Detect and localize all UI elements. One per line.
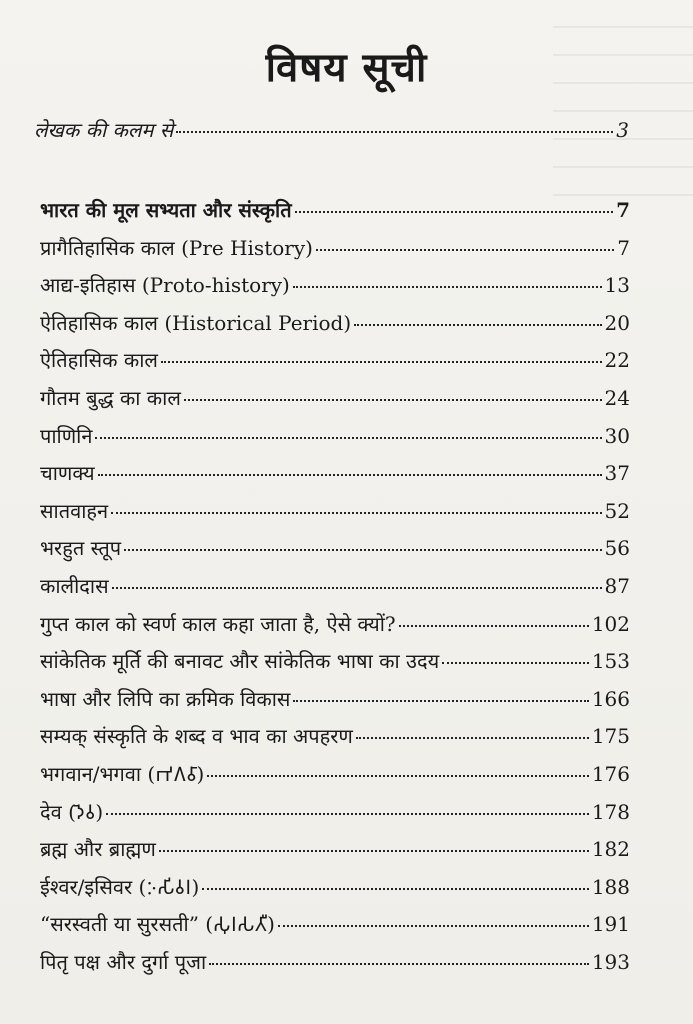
toc-entry-label: भारत की मूल सभ्यता और संस्कृति bbox=[40, 198, 292, 222]
dot-leader bbox=[202, 888, 589, 890]
toc-entry bbox=[40, 685, 630, 723]
toc-entry bbox=[40, 384, 630, 422]
toc-entry-page: 175 bbox=[591, 724, 630, 749]
toc-entry-page: 13 bbox=[604, 273, 630, 298]
toc-entry-label: आद्य-इतिहास (Proto-history) bbox=[40, 273, 290, 298]
toc-entry bbox=[40, 910, 630, 948]
toc-entry bbox=[40, 346, 630, 384]
toc-entry-page: 37 bbox=[604, 461, 630, 486]
toc-entry bbox=[40, 835, 630, 873]
toc-entry-label: सम्यक् संस्कृति के शब्द व भाव का अपहरण bbox=[40, 724, 353, 749]
toc-entry-page: 7 bbox=[616, 198, 630, 222]
toc-entry bbox=[40, 948, 630, 986]
toc-entry-label: लेखक की कलम से bbox=[34, 118, 174, 142]
dot-leader bbox=[95, 437, 601, 439]
toc-entry-label: ब्रह्म और ब्राह्मण bbox=[40, 837, 156, 862]
toc-entry bbox=[40, 196, 630, 234]
dot-leader bbox=[354, 324, 601, 326]
toc-entry bbox=[40, 798, 630, 836]
dot-leader bbox=[293, 700, 588, 702]
toc-entry-label: कालीदास bbox=[40, 573, 109, 598]
toc-entry bbox=[40, 873, 630, 911]
table-of-contents bbox=[40, 196, 630, 985]
dot-leader bbox=[98, 474, 602, 476]
dot-leader bbox=[124, 549, 601, 551]
toc-entry-page: 182 bbox=[591, 837, 630, 862]
toc-entry-label: गौतम बुद्ध का काल bbox=[40, 385, 181, 410]
toc-entry-label: पाणिनि bbox=[40, 423, 93, 448]
toc-entry-page: 7 bbox=[617, 235, 630, 260]
toc-entry-label: पितृ पक्ष और दुर्गा पूजा bbox=[40, 949, 207, 974]
toc-entry-page: 102 bbox=[591, 611, 630, 636]
toc-entry bbox=[40, 497, 630, 535]
toc-entry-preface bbox=[34, 116, 629, 143]
dot-leader bbox=[293, 286, 602, 288]
toc-entry-label: चाणक्य bbox=[40, 461, 95, 486]
toc-entry-page: 176 bbox=[591, 761, 630, 786]
dot-leader bbox=[209, 963, 589, 965]
toc-entry-label: भगवान/भगवा (𑀪𑀕𑀯𑀸) bbox=[40, 761, 205, 786]
toc-entry-page: 153 bbox=[591, 649, 630, 674]
toc-entry-page: 56 bbox=[604, 536, 630, 561]
toc-entry-page: 52 bbox=[604, 498, 630, 523]
dot-leader bbox=[112, 587, 602, 589]
toc-entry bbox=[40, 309, 630, 347]
toc-entry-label: सातवाहन bbox=[40, 498, 109, 523]
toc-entry-label: भाषा और लिपि का क्रमिक विकास bbox=[40, 686, 291, 711]
toc-entry-label: ईश्वर/इसिवर (𑀇𑀲𑀺𑀯𑀭) bbox=[40, 874, 200, 899]
toc-entry-label: ऐतिहासिक काल bbox=[40, 348, 158, 373]
toc-entry bbox=[40, 760, 630, 798]
toc-entry-label: “सरस्वती या सुरसती” (𑀲𑀼𑀭𑀲𑀢𑀻) bbox=[40, 912, 275, 937]
toc-entry-page: 166 bbox=[591, 686, 630, 711]
toc-entry bbox=[40, 722, 630, 760]
show-through-text bbox=[553, 0, 693, 200]
dot-leader bbox=[184, 399, 602, 401]
toc-entry bbox=[40, 647, 630, 685]
toc-entry bbox=[40, 234, 630, 272]
toc-entry-label: सांकेतिक मूर्ति की बनावट और सांकेतिक भाषा का उदय bbox=[40, 649, 440, 674]
toc-entry-label: ऐतिहासिक काल (Historical Period) bbox=[40, 310, 352, 335]
toc-entry-page: 22 bbox=[604, 348, 630, 373]
dot-leader bbox=[356, 737, 589, 739]
toc-entry bbox=[40, 534, 630, 572]
dot-leader bbox=[159, 850, 589, 852]
toc-entry-label: देव (𑀤𑁂𑀯) bbox=[40, 799, 104, 824]
dot-leader bbox=[106, 813, 589, 815]
toc-entry-page: 188 bbox=[591, 874, 630, 899]
dot-leader bbox=[399, 625, 589, 627]
toc-entry-page: 3 bbox=[616, 118, 629, 142]
toc-entry bbox=[40, 610, 630, 648]
dot-leader bbox=[161, 361, 602, 363]
toc-entry-page: 178 bbox=[591, 799, 630, 824]
toc-entry-page: 24 bbox=[604, 385, 630, 410]
toc-entry-page: 193 bbox=[591, 949, 630, 974]
toc-entry-label: भरहुत स्तूप bbox=[40, 536, 122, 561]
dot-leader bbox=[111, 512, 601, 514]
toc-entry-page: 30 bbox=[604, 423, 630, 448]
toc-entry-page: 20 bbox=[604, 310, 630, 335]
dot-leader bbox=[176, 131, 613, 133]
dot-leader bbox=[316, 249, 614, 251]
toc-entry bbox=[40, 271, 630, 309]
dot-leader bbox=[442, 662, 589, 664]
toc-entry-label: प्रागैतिहासिक काल (Pre History) bbox=[40, 235, 313, 260]
toc-entry bbox=[40, 422, 630, 460]
toc-entry-label: गुप्त काल को स्वर्ण काल कहा जाता है, ऐसे क्यों? bbox=[40, 611, 396, 636]
dot-leader bbox=[295, 211, 613, 213]
toc-entry bbox=[40, 572, 630, 610]
dot-leader bbox=[207, 775, 588, 777]
toc-entry-page: 191 bbox=[591, 912, 630, 937]
toc-entry bbox=[40, 459, 630, 497]
page-title: विषय सूची bbox=[265, 45, 428, 91]
toc-entry-page: 87 bbox=[604, 573, 630, 598]
dot-leader bbox=[278, 925, 589, 927]
